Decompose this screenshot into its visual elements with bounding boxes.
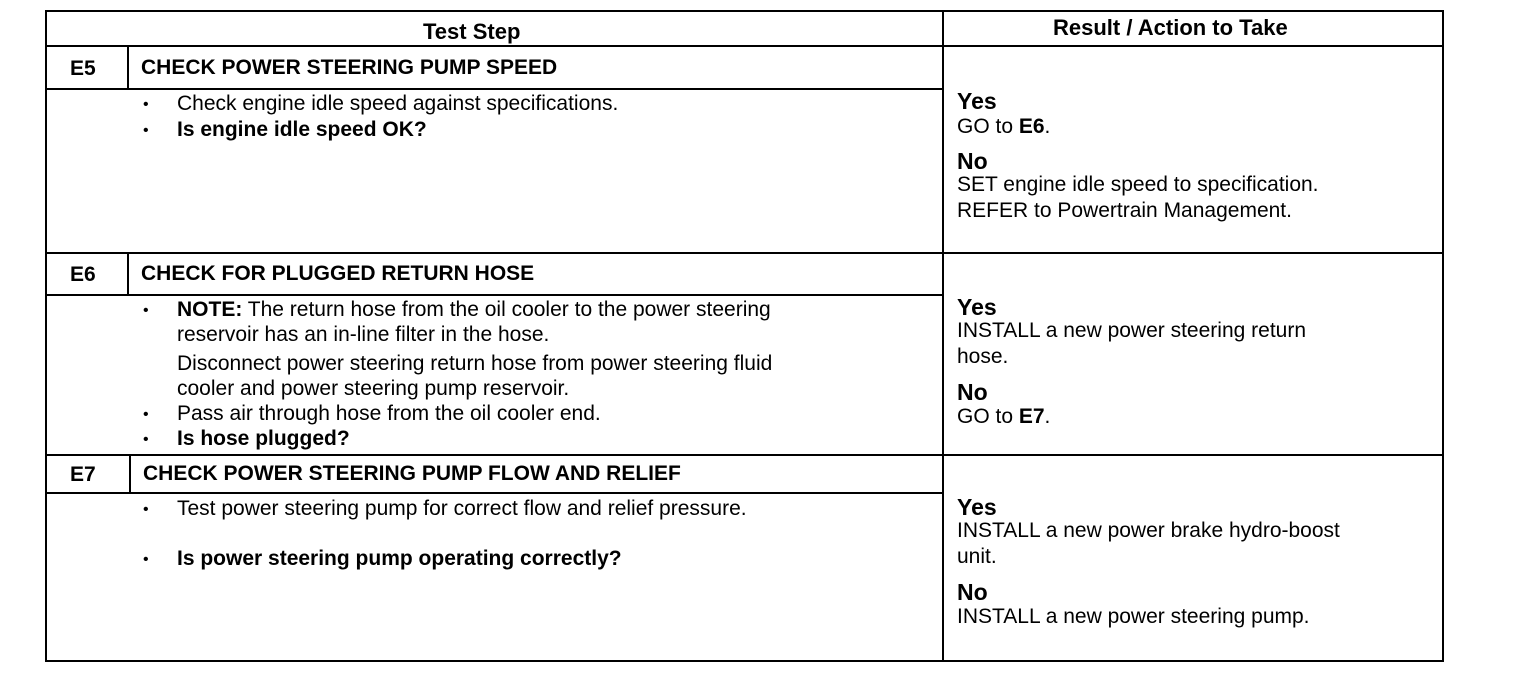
e6-bottom-divider — [45, 454, 1444, 456]
e5-bottom-divider — [45, 252, 1444, 254]
e5-id-divider — [127, 46, 129, 89]
step-id-e7: E7 — [70, 463, 96, 486]
e5-title-divider — [45, 88, 943, 90]
e5-no-line-2: REFER to Powertrain Management. — [957, 199, 1292, 222]
bullet-icon: • — [143, 501, 149, 518]
header-test-step: Test Step — [423, 19, 521, 44]
bullet-icon: • — [143, 406, 149, 423]
step-title-e6: CHECK FOR PLUGGED RETURN HOSE — [141, 262, 535, 285]
e6-yes-line-1: INSTALL a new power steering return — [957, 319, 1307, 342]
e5-bullet-1: Check engine idle speed against specifications. — [177, 92, 619, 115]
bullet-icon: • — [143, 551, 149, 568]
e6-para-line-2: cooler and power steering pump reservoir. — [177, 377, 570, 400]
e6-no-label: No — [957, 379, 988, 405]
step-id-e5: E5 — [70, 57, 96, 80]
e6-yes-line-2: hose. — [957, 345, 1009, 368]
step-title-e7: CHECK POWER STEERING PUMP FLOW AND RELIEF — [143, 462, 681, 485]
bullet-icon: • — [143, 302, 149, 319]
e6-bullet-pass-air: Pass air through hose from the oil cooler end. — [177, 402, 601, 425]
header-result-action: Result / Action to Take — [1053, 15, 1288, 40]
e6-no-ref: E7 — [1018, 405, 1045, 428]
e5-yes-ref: E6 — [1018, 115, 1045, 138]
e7-id-divider — [129, 455, 131, 493]
step-id-e6: E6 — [70, 263, 96, 286]
e6-note-line-2: reservoir has an in-line filter in the hose. — [177, 323, 550, 346]
e6-no-action: GO to E7. — [957, 405, 1051, 428]
e6-note-line-1: NOTE: The return hose from the oil cooler to the power steering — [177, 298, 771, 321]
e5-no-line-1: SET engine idle speed to specification. — [957, 173, 1319, 196]
e5-question: Is engine idle speed OK? — [177, 118, 427, 141]
column-divider — [942, 10, 944, 662]
e7-title-divider — [45, 492, 943, 494]
bullet-icon: • — [143, 122, 149, 139]
e7-yes-label: Yes — [957, 494, 997, 520]
e7-yes-line-1: INSTALL a new power brake hydro-boost — [957, 519, 1340, 542]
e7-no-line-1: INSTALL a new power steering pump. — [957, 605, 1310, 628]
e6-note-label: NOTE: — [177, 298, 243, 321]
e7-question: Is power steering pump operating correctly? — [177, 547, 622, 570]
e5-no-label: No — [957, 148, 988, 174]
e5-yes-label: Yes — [957, 88, 997, 114]
bullet-icon: • — [143, 431, 149, 448]
e5-yes-action: GO to E6. — [957, 115, 1051, 138]
e6-id-divider — [127, 253, 129, 295]
step-title-e5: CHECK POWER STEERING PUMP SPEED — [141, 56, 558, 79]
bullet-icon: • — [143, 96, 149, 113]
header-divider — [45, 45, 1444, 47]
e7-no-label: No — [957, 579, 988, 605]
e6-yes-label: Yes — [957, 294, 997, 320]
e7-yes-line-2: unit. — [957, 545, 997, 568]
e6-title-divider — [45, 294, 943, 296]
e6-question: Is hose plugged? — [177, 427, 350, 450]
e7-bullet-1: Test power steering pump for correct flow and relief pressure. — [177, 497, 747, 520]
e6-para-line-1: Disconnect power steering return hose from power steering fluid — [177, 352, 773, 375]
